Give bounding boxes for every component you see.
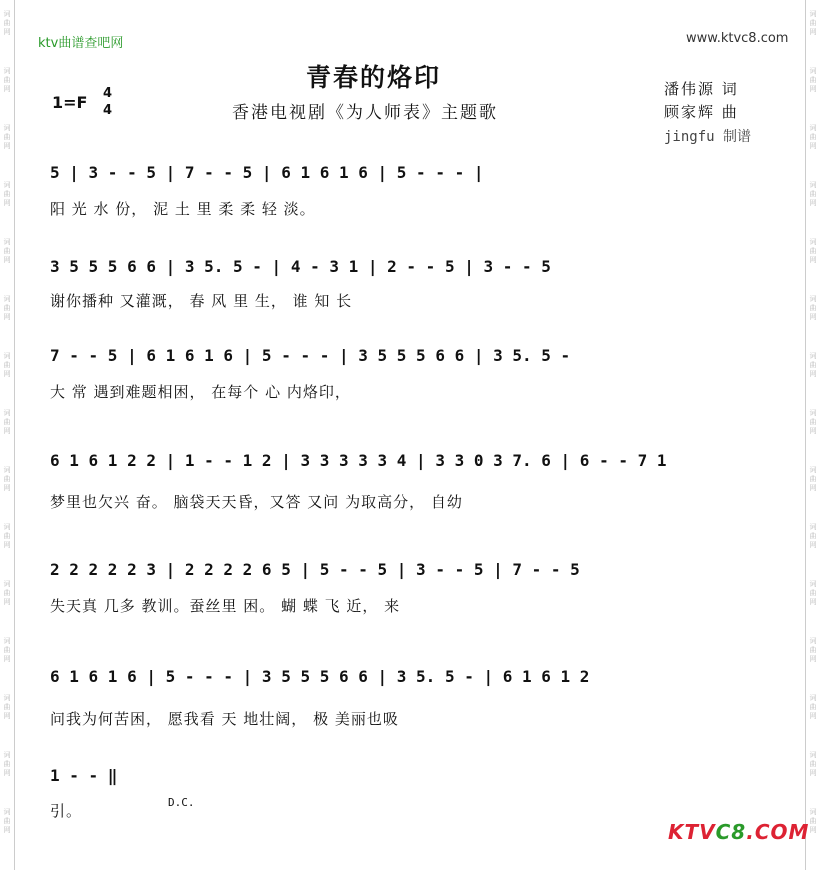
notes-text: 3 5 5 5 6 6 | 3 5. 5 - | 4 - 3 1 | 2 - - 5 | 3 - - 5	[50, 257, 551, 276]
notes-row-6	[50, 667, 589, 691]
lyrics-row-7: 引。	[50, 802, 83, 820]
notes-row-3	[50, 346, 570, 370]
watermark-text: 词 曲 网	[809, 694, 817, 720]
watermark-text: 词 曲 网	[809, 238, 817, 264]
watermark-text: 词 曲 网	[3, 694, 11, 720]
watermark-text: 词 曲 网	[3, 409, 11, 435]
lyrics-row-6: 问我为何苦困， 愿我看 天 地壮阔， 极 美丽也吸	[50, 710, 399, 728]
watermark-text: 词 曲 网	[809, 523, 817, 549]
time-signature-bottom: 4	[103, 103, 113, 118]
watermark-text: 词 曲 网	[809, 808, 817, 834]
logo-ktv: KTV	[668, 820, 716, 844]
notes-row-7	[50, 766, 117, 790]
notes-text: 6 1 6 1 2 2 | 1 - - 1 2 | 3 3 3 3 3 4 | 3 3 0 3 7. 6 | 6 - - 7 1	[50, 451, 667, 470]
notes-text: 1 - - ‖	[50, 766, 118, 785]
notes-text: 7 - - 5 | 6 1 6 1 6 | 5 - - - | 3 5 5 5 6 6 | 3 5. 5 -	[50, 346, 571, 365]
watermark-text: 词 曲 网	[809, 637, 817, 663]
lyrics-row-4: 梦里也欠兴 奋。 脑袋天天昏，又答 又问 为取高分， 自幼	[50, 493, 463, 511]
logo-com: .COM	[746, 820, 810, 844]
watermark-text: 词 曲 网	[3, 124, 11, 150]
song-title: 青春的烙印	[306, 63, 442, 92]
watermark-text: 词 曲 网	[3, 352, 11, 378]
watermark-text: 词 曲 网	[3, 637, 11, 663]
watermark-text: 词 曲 网	[3, 523, 11, 549]
lyrics-row-2: 谢你播种 又灌溉， 春 风 里 生， 谁 知 长	[50, 292, 353, 310]
watermark-text: 词 曲 网	[809, 124, 817, 150]
lyrics-row-1: 阳 光 水 份， 泥 土 里 柔 柔 轻 淡。	[50, 200, 316, 218]
notes-text: 5 | 3 - - 5 | 7 - - 5 | 6 1 6 1 6 | 5 - - - |	[50, 163, 484, 182]
song-subtitle: 香港电视剧《为人师表》主题歌	[232, 103, 498, 123]
ktvc8-logo[interactable]	[668, 820, 809, 844]
watermark-text: 词 曲 网	[809, 295, 817, 321]
notes-row-1	[50, 163, 483, 187]
watermark-strip-right	[805, 0, 820, 870]
arranger-credit: jingfu 制谱	[664, 129, 752, 145]
composer-credit: 顾家辉 曲	[664, 103, 739, 121]
watermark-text: 词 曲 网	[809, 67, 817, 93]
site-label[interactable]: ktv曲谱查吧网	[38, 36, 124, 51]
notes-row-5	[50, 560, 580, 584]
watermark-text: 词 曲 网	[3, 67, 11, 93]
watermark-text: 词 曲 网	[3, 466, 11, 492]
watermark-text: 词 曲 网	[809, 466, 817, 492]
logo-c8: C8	[715, 820, 747, 844]
lyricist-credit: 潘伟源 词	[664, 80, 739, 98]
lyrics-row-3: 大 常 遇到难题相困， 在每个 心 内烙印，	[50, 383, 351, 401]
watermark-strip-left	[0, 0, 15, 870]
watermark-text: 词 曲 网	[3, 238, 11, 264]
watermark-text: 词 曲 网	[809, 409, 817, 435]
watermark-text: 词 曲 网	[809, 181, 817, 207]
dc-mark: D.C.	[168, 796, 195, 809]
notes-text: 2 2 2 2 2 3 | 2 2 2 2 6 5 | 5 - - 5 | 3 - - 5 | 7 - - 5	[50, 560, 580, 579]
watermark-text: 词 曲 网	[3, 808, 11, 834]
notes-row-2	[50, 257, 551, 281]
notes-row-4	[50, 451, 667, 475]
key-signature: 1=F	[52, 93, 88, 112]
notes-text: 6 1 6 1 6 | 5 - - - | 3 5 5 5 6 6 | 3 5. 5 - | 6 1 6 1 2	[50, 667, 590, 686]
watermark-text: 词 曲 网	[3, 295, 11, 321]
watermark-text: 词 曲 网	[809, 751, 817, 777]
watermark-text: 词 曲 网	[809, 10, 817, 36]
watermark-text: 词 曲 网	[3, 181, 11, 207]
lyrics-row-5: 失天真 几多 教训。蚕丝里 困。 蝴 蝶 飞 近， 来	[50, 597, 401, 615]
time-signature-top: 4	[103, 86, 113, 101]
watermark-text: 词 曲 网	[3, 580, 11, 606]
watermark-text: 词 曲 网	[3, 751, 11, 777]
watermark-text: 词 曲 网	[809, 352, 817, 378]
watermark-text: 词 曲 网	[3, 10, 11, 36]
watermark-text: 词 曲 网	[809, 580, 817, 606]
site-url[interactable]: www.ktvc8.com	[686, 31, 789, 46]
